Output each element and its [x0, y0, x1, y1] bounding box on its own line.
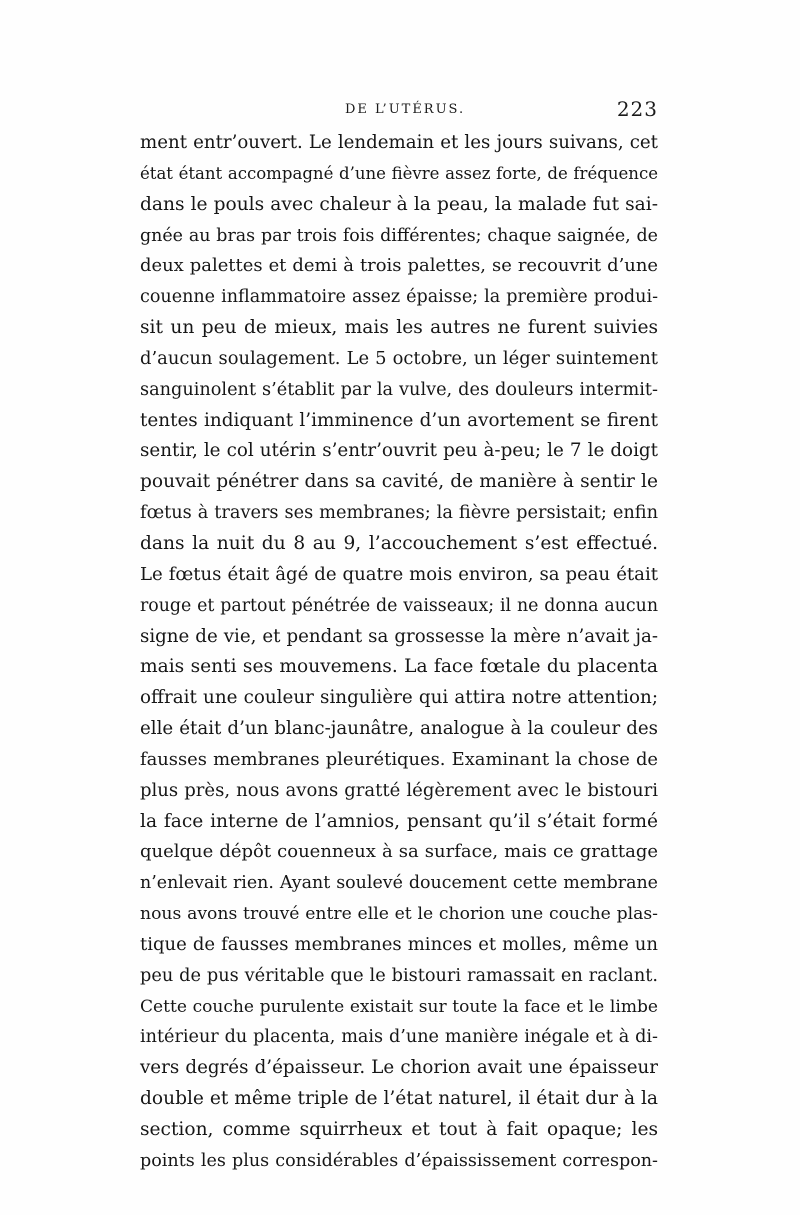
text-line: pouvait pénétrer dans sa cavité, de manière à sentir le	[140, 471, 658, 493]
text-line: couenne inflammatoire assez épaisse; la première produi-	[140, 287, 658, 308]
text-line: sit un peu de mieux, mais les autres ne furent suivies	[140, 317, 658, 339]
text-line: rouge et partout pénétrée de vaisseaux; il ne donna aucun	[140, 595, 658, 616]
text-line: fausses membranes pleurétiques. Examinant la chose de	[140, 748, 658, 770]
text-line: fœtus à travers ses membranes; la fièvre persistait; enfin	[140, 503, 658, 524]
text-line: deux palettes et demi à trois palettes, se recouvrit d’une	[140, 255, 658, 277]
page-number: 223	[616, 97, 658, 121]
text-line: sanguinolent s’établit par la vulve, des douleurs intermit-	[140, 379, 658, 400]
text-line: tique de fausses membranes minces et molles, même un	[140, 933, 658, 955]
text-line: la face interne de l’amnios, pensant qu’il s’était formé	[140, 810, 658, 832]
text-line: sentir, le col utérin s’entr’ouvrit peu à-peu; le 7 le doigt	[140, 440, 658, 462]
text-line: vers degrés d’épaisseur. Le chorion avait une épaisseur	[140, 1057, 658, 1079]
text-line: nous avons trouvé entre elle et le chorion une couche plas-	[140, 904, 658, 925]
running-title: DE L’UTÉRUS.	[345, 102, 466, 117]
body-text	[140, 128, 658, 1177]
text-line: offrait une couleur singulière qui attira notre attention;	[140, 687, 658, 709]
text-line: points les plus considérables d’épaississement correspon-	[140, 1150, 658, 1171]
text-line: double et même triple de l’état naturel, il était dur à la	[140, 1088, 658, 1110]
text-line: n’enlevait rien. Ayant soulevé doucement cette membrane	[140, 873, 658, 894]
text-line: mais senti ses mouvemens. La face fœtale du placenta	[140, 656, 658, 678]
text-line: Le fœtus était âgé de quatre mois environ, sa peau était	[140, 563, 658, 585]
text-line: signe de vie, et pendant sa grossesse la mère n’avait ja-	[140, 625, 658, 647]
text-line: plus près, nous avons gratté légèrement avec le bistouri	[140, 779, 658, 801]
text-line: quelque dépôt couenneux à sa surface, mais ce grattage	[140, 841, 658, 863]
page-header	[140, 94, 658, 128]
text-line: intérieur du placenta, mais d’une manière inégale et à di-	[140, 1027, 658, 1048]
text-line: Cette couche purulente existait sur toute la face et le limbe	[140, 996, 658, 1017]
text-line: ment entr’ouvert. Le lendemain et les jours suivans, cet	[140, 132, 658, 153]
text-line: elle était d’un blanc-jaunâtre, analogue à la couleur des	[140, 718, 658, 740]
text-line: tentes indiquant l’imminence d’un avortement se firent	[140, 409, 658, 431]
text-line: peu de pus véritable que le bistouri ramassait en raclant.	[140, 965, 658, 986]
text-line: d’aucun soulagement. Le 5 octobre, un léger suintement	[140, 347, 658, 369]
text-line: état étant accompagné d’une fièvre assez forte, de fréquence	[140, 163, 658, 183]
text-line: dans la nuit du 8 au 9, l’accouchement s’est effectué.	[140, 532, 658, 554]
text-line: gnée au bras par trois fois différentes; chaque saignée, de	[140, 225, 658, 246]
text-line: section, comme squirrheux et tout à fait opaque; les	[140, 1119, 658, 1140]
text-line: dans le pouls avec chaleur à la peau, la malade fut sai-	[140, 193, 658, 215]
